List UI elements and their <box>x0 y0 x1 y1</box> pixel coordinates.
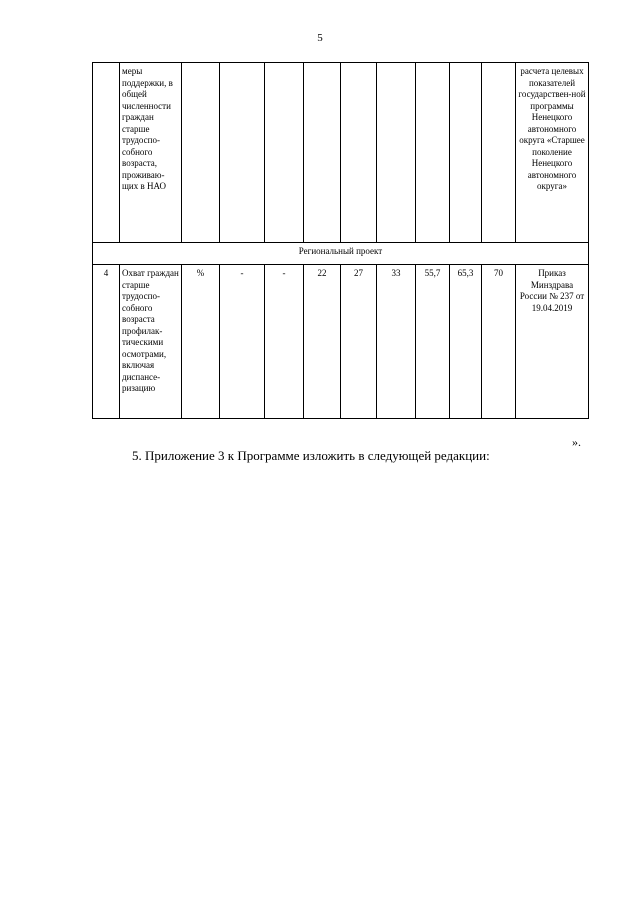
indicators-table <box>92 62 589 419</box>
cell-empty <box>265 63 304 243</box>
cell-empty <box>220 63 265 243</box>
cell-value: - <box>265 265 304 419</box>
cell-value: 70 <box>482 265 516 419</box>
page-number: 5 <box>317 32 323 44</box>
cell-empty <box>450 63 482 243</box>
cell-num: 4 <box>93 265 120 419</box>
table-row <box>93 265 589 419</box>
cell-empty <box>416 63 450 243</box>
cell-empty <box>341 63 377 243</box>
cell-value: 27 <box>341 265 377 419</box>
section-title: Региональный проект <box>93 243 589 265</box>
cell-document: Приказ Минздрава России № 237 от 19.04.2019 <box>516 265 589 419</box>
cell-empty <box>182 63 220 243</box>
cell-indicator-name: Охват граждан старше трудоспо-собного возраста профилак-тическими осмотрами, включая диспансе-ризацию <box>120 265 182 419</box>
table-row <box>93 63 589 243</box>
section-row <box>93 243 589 265</box>
closing-quote: ». <box>572 435 581 449</box>
cell-value: 65,3 <box>450 265 482 419</box>
cell-document: расчета целевых показателей государствен-ной программы Ненецкого автономного округа «Старшее поколение Ненецкого автономного округа» <box>516 63 589 243</box>
cell-value: 55,7 <box>416 265 450 419</box>
cell-empty <box>304 63 341 243</box>
cell-value: - <box>220 265 265 419</box>
cell-value: 33 <box>377 265 416 419</box>
cell-empty <box>482 63 516 243</box>
cell-unit: % <box>182 265 220 419</box>
cell-num <box>93 63 120 243</box>
cell-empty <box>377 63 416 243</box>
cell-indicator-name: меры поддержки, в общей численности граждан старше трудоспо-собного возраста, проживаю-щих в НАО <box>120 63 182 243</box>
cell-value: 22 <box>304 265 341 419</box>
instruction-paragraph: 5. Приложение 3 к Программе изложить в следующей редакции: <box>132 448 490 463</box>
